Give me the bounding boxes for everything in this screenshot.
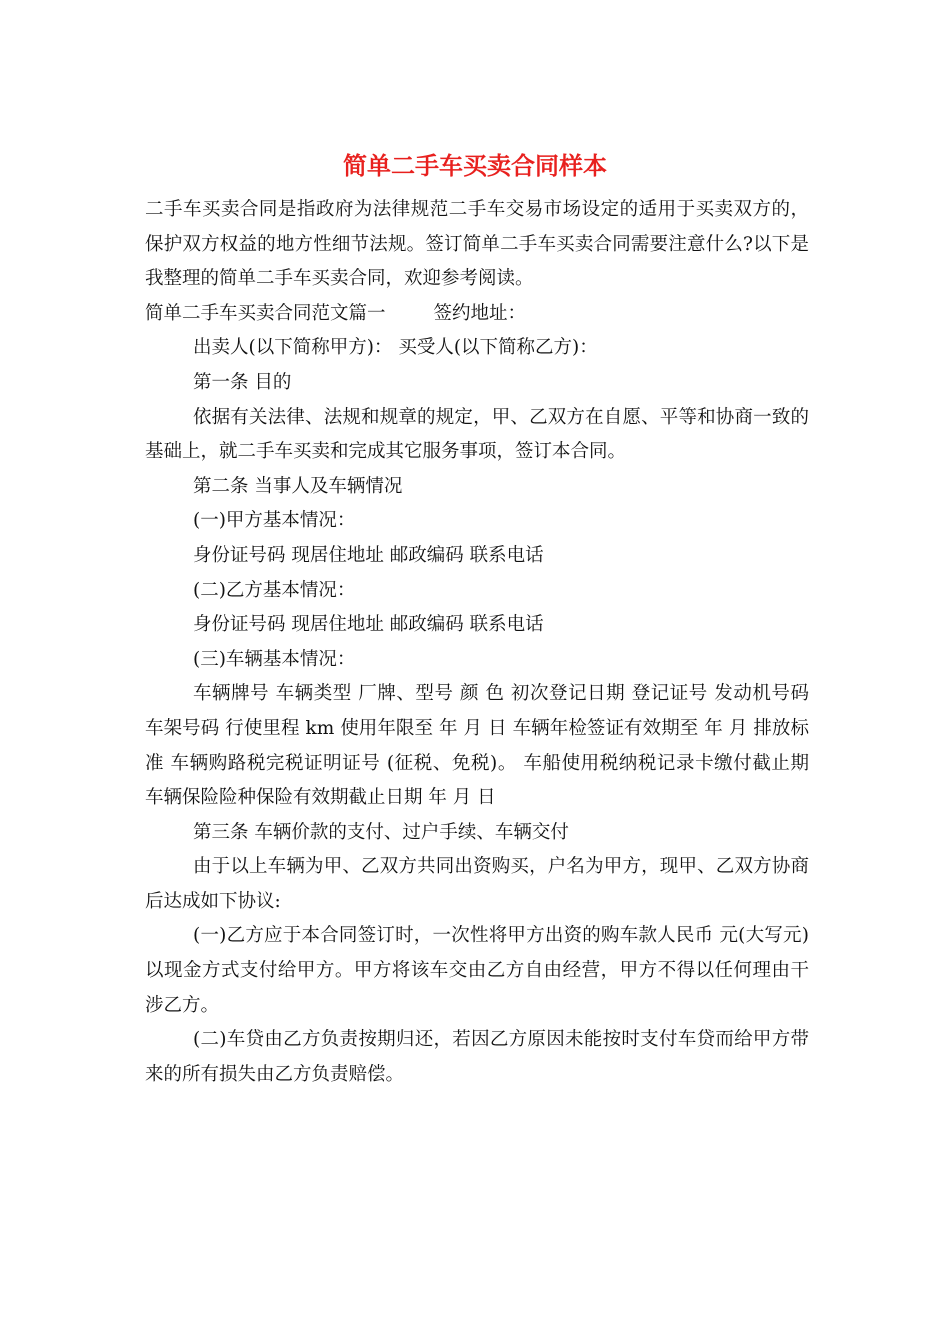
article-3-text: 由于以上车辆为甲、乙双方共同出资购买，户名为甲方，现甲、乙双方协商后达成如下协议: (145, 856, 809, 912)
document-title: 简单二手车买卖合同样本 (343, 152, 607, 180)
party-a-fields: 身份证号码 现居住地址 邮政编码 联系电话 (193, 544, 544, 566)
vehicle-basic: (三)车辆基本情况： (193, 648, 356, 670)
party-a-basic: (一)甲方基本情况： (193, 510, 356, 532)
party-b-fields: 身份证号码 现居住地址 邮政编码 联系电话 (193, 614, 544, 636)
section-heading-line (145, 297, 809, 332)
article-3-item-2: (二)车贷由乙方负责按期归还，若因乙方原因未能按时支付车贷而给甲方带来的所有损失由乙方负责赔偿。 (145, 1029, 809, 1085)
document-body (145, 193, 809, 1092)
section-heading: 简单二手车买卖合同范文篇一 (145, 302, 386, 324)
article-1-text: 依据有关法律、法规和规章的规定，甲、乙双方在自愿、平等和协商一致的基础上，就二手车买卖和完成其它服务事项，签订本合同。 (145, 406, 809, 463)
article-1-title: 第一条 目的 (193, 371, 292, 393)
intro-paragraph: 二手车买卖合同是指政府为法律规范二手车交易市场设定的适用于买卖双方的，保护双方权益的地方性细节法规。签订简单二手车买卖合同需要注意什么?以下是我整理的简单二手车买卖合同，欢迎参考阅读。 (145, 199, 809, 290)
vehicle-fields: 车辆牌号 车辆类型 厂牌、型号 颜 色 初次登记日期 登记证号 发动机号码 车架号码 行使里程 km 使用年限至 年 月 日 车辆年检签证有效期至 年 月 排放标准 车辆购路税完税证明证号 (征税、免税)。 车船使用税纳税记录卡缴付截止期 车辆保险险种保险有效期截止日期 年 月 日 (145, 683, 809, 809)
article-2-title: 第二条 当事人及车辆情况 (193, 475, 403, 497)
sign-place: 签约地址： (433, 302, 527, 324)
article-3-title: 第三条 车辆价款的支付、过户手续、车辆交付 (193, 821, 569, 843)
article-3-item-1: (一)乙方应于本合同签订时，一次性将甲方出资的购车款人民币 元(大写元)以现金方式支付给甲方。甲方将该车交由乙方自由经营，甲方不得以任何理由干涉乙方。 (145, 925, 809, 1016)
party-b-basic: (二)乙方基本情况： (193, 579, 356, 601)
parties-line: 出卖人(以下简称甲方)： 买受人(以下简称乙方)： (193, 337, 598, 359)
